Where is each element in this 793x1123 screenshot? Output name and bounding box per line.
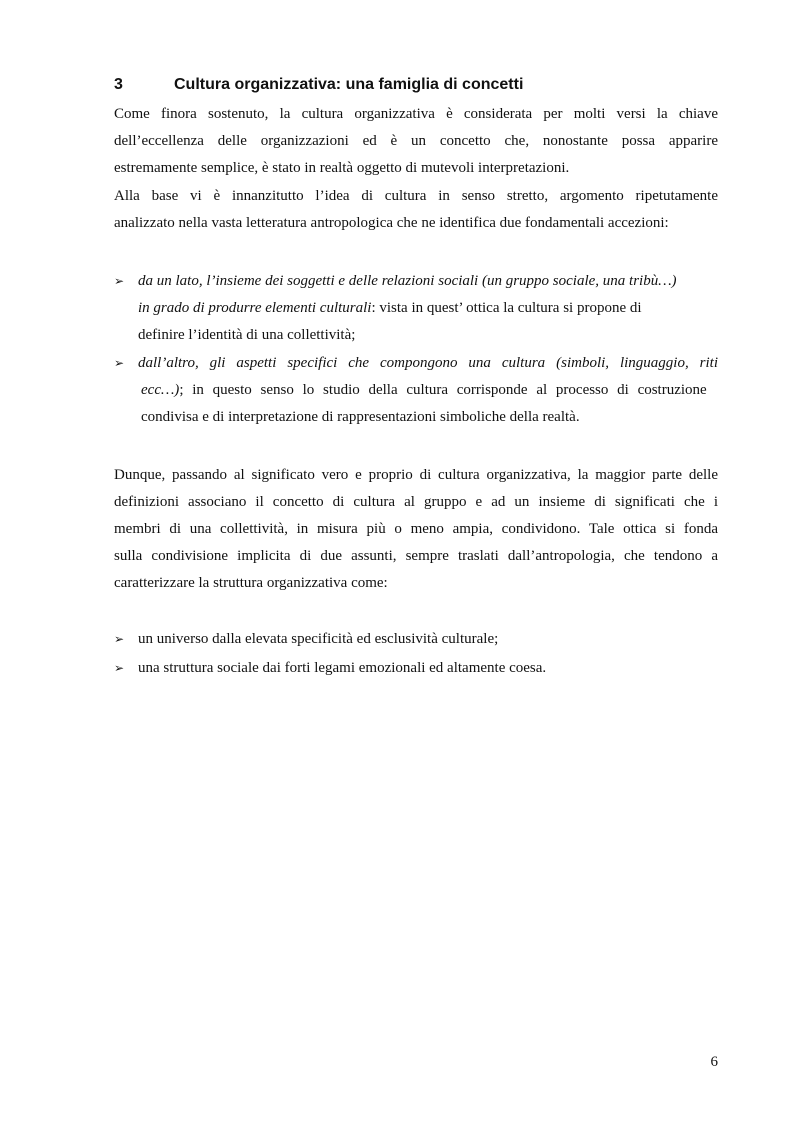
bullet-text: ; in questo senso lo studio della cultura corrisponde al processo di costruzione [179, 382, 707, 398]
paragraph-1 [114, 101, 718, 182]
bullet-italic-text: ecc…) [141, 382, 180, 398]
paragraph-line: caratterizzare la struttura organizzativa come: [114, 575, 388, 591]
paragraph-3 [114, 462, 718, 597]
list-item [114, 268, 718, 349]
bullet-line: condivisa e di interpretazione di rappresentazioni simboliche della realtà. [141, 409, 580, 425]
arrowhead-bullet-icon: ➢ [114, 356, 125, 370]
bullet-text: : vista in quest’ ottica la cultura si propone di [371, 300, 642, 316]
bullet-line: dall’altro, gli aspetti specifici che compongono una cultura (simboli, linguaggio, riti [138, 355, 718, 371]
list-item [114, 626, 718, 653]
paragraph-2 [114, 183, 718, 237]
arrowhead-bullet-icon: ➢ [114, 632, 125, 646]
paragraph-line: membri di una collettività, in misura più o meno ampia, condividono. Tale ottica si fonda [114, 521, 718, 537]
paragraph-line: Dunque, passando al significato vero e proprio di cultura organizzativa, la maggior parte delle [114, 467, 718, 483]
bullet-line: una struttura sociale dai forti legami emozionali ed altamente coesa. [138, 660, 547, 676]
section-title: Cultura organizzativa: una famiglia di concetti [174, 76, 524, 93]
paragraph-line: Come finora sostenuto, la cultura organizzativa è considerata per molti versi la chiave [114, 106, 718, 122]
bullet-line: definire l’identità di una collettività; [138, 327, 356, 343]
list-item [114, 655, 718, 682]
page-number: 6 [710, 1054, 718, 1070]
arrowhead-bullet-icon: ➢ [114, 661, 125, 675]
section-number: 3 [114, 76, 123, 93]
section-heading [114, 76, 523, 94]
paragraph-line: sulla condivisione implicita di due assunti, sempre traslati dall’antropologia, che tendono a [114, 548, 718, 564]
paragraph-line: definizioni associano il concetto di cultura al gruppo e ad un insieme di significati che i [114, 494, 718, 510]
paragraph-line: Alla base vi è innanzitutto l’idea di cultura in senso stretto, argomento ripetutamente [114, 188, 718, 204]
bullet-italic-text: in grado di produrre elementi culturali [138, 300, 372, 316]
paragraph-line: analizzato nella vasta letteratura antropologica che ne identifica due fondamentali accezioni: [114, 215, 669, 231]
bullet-line: un universo dalla elevata specificità ed esclusività culturale; [138, 631, 499, 647]
bullet-line: da un lato, l’insieme dei soggetti e delle relazioni sociali (un gruppo sociale, una tribù…) [138, 273, 677, 289]
list-item [114, 350, 718, 431]
arrowhead-bullet-icon: ➢ [114, 274, 125, 288]
paragraph-line: dell’eccellenza delle organizzazioni ed è un concetto che, nonostante possa apparire [114, 133, 718, 149]
paragraph-line: estremamente semplice, è stato in realtà oggetto di mutevoli interpretazioni. [114, 160, 570, 176]
